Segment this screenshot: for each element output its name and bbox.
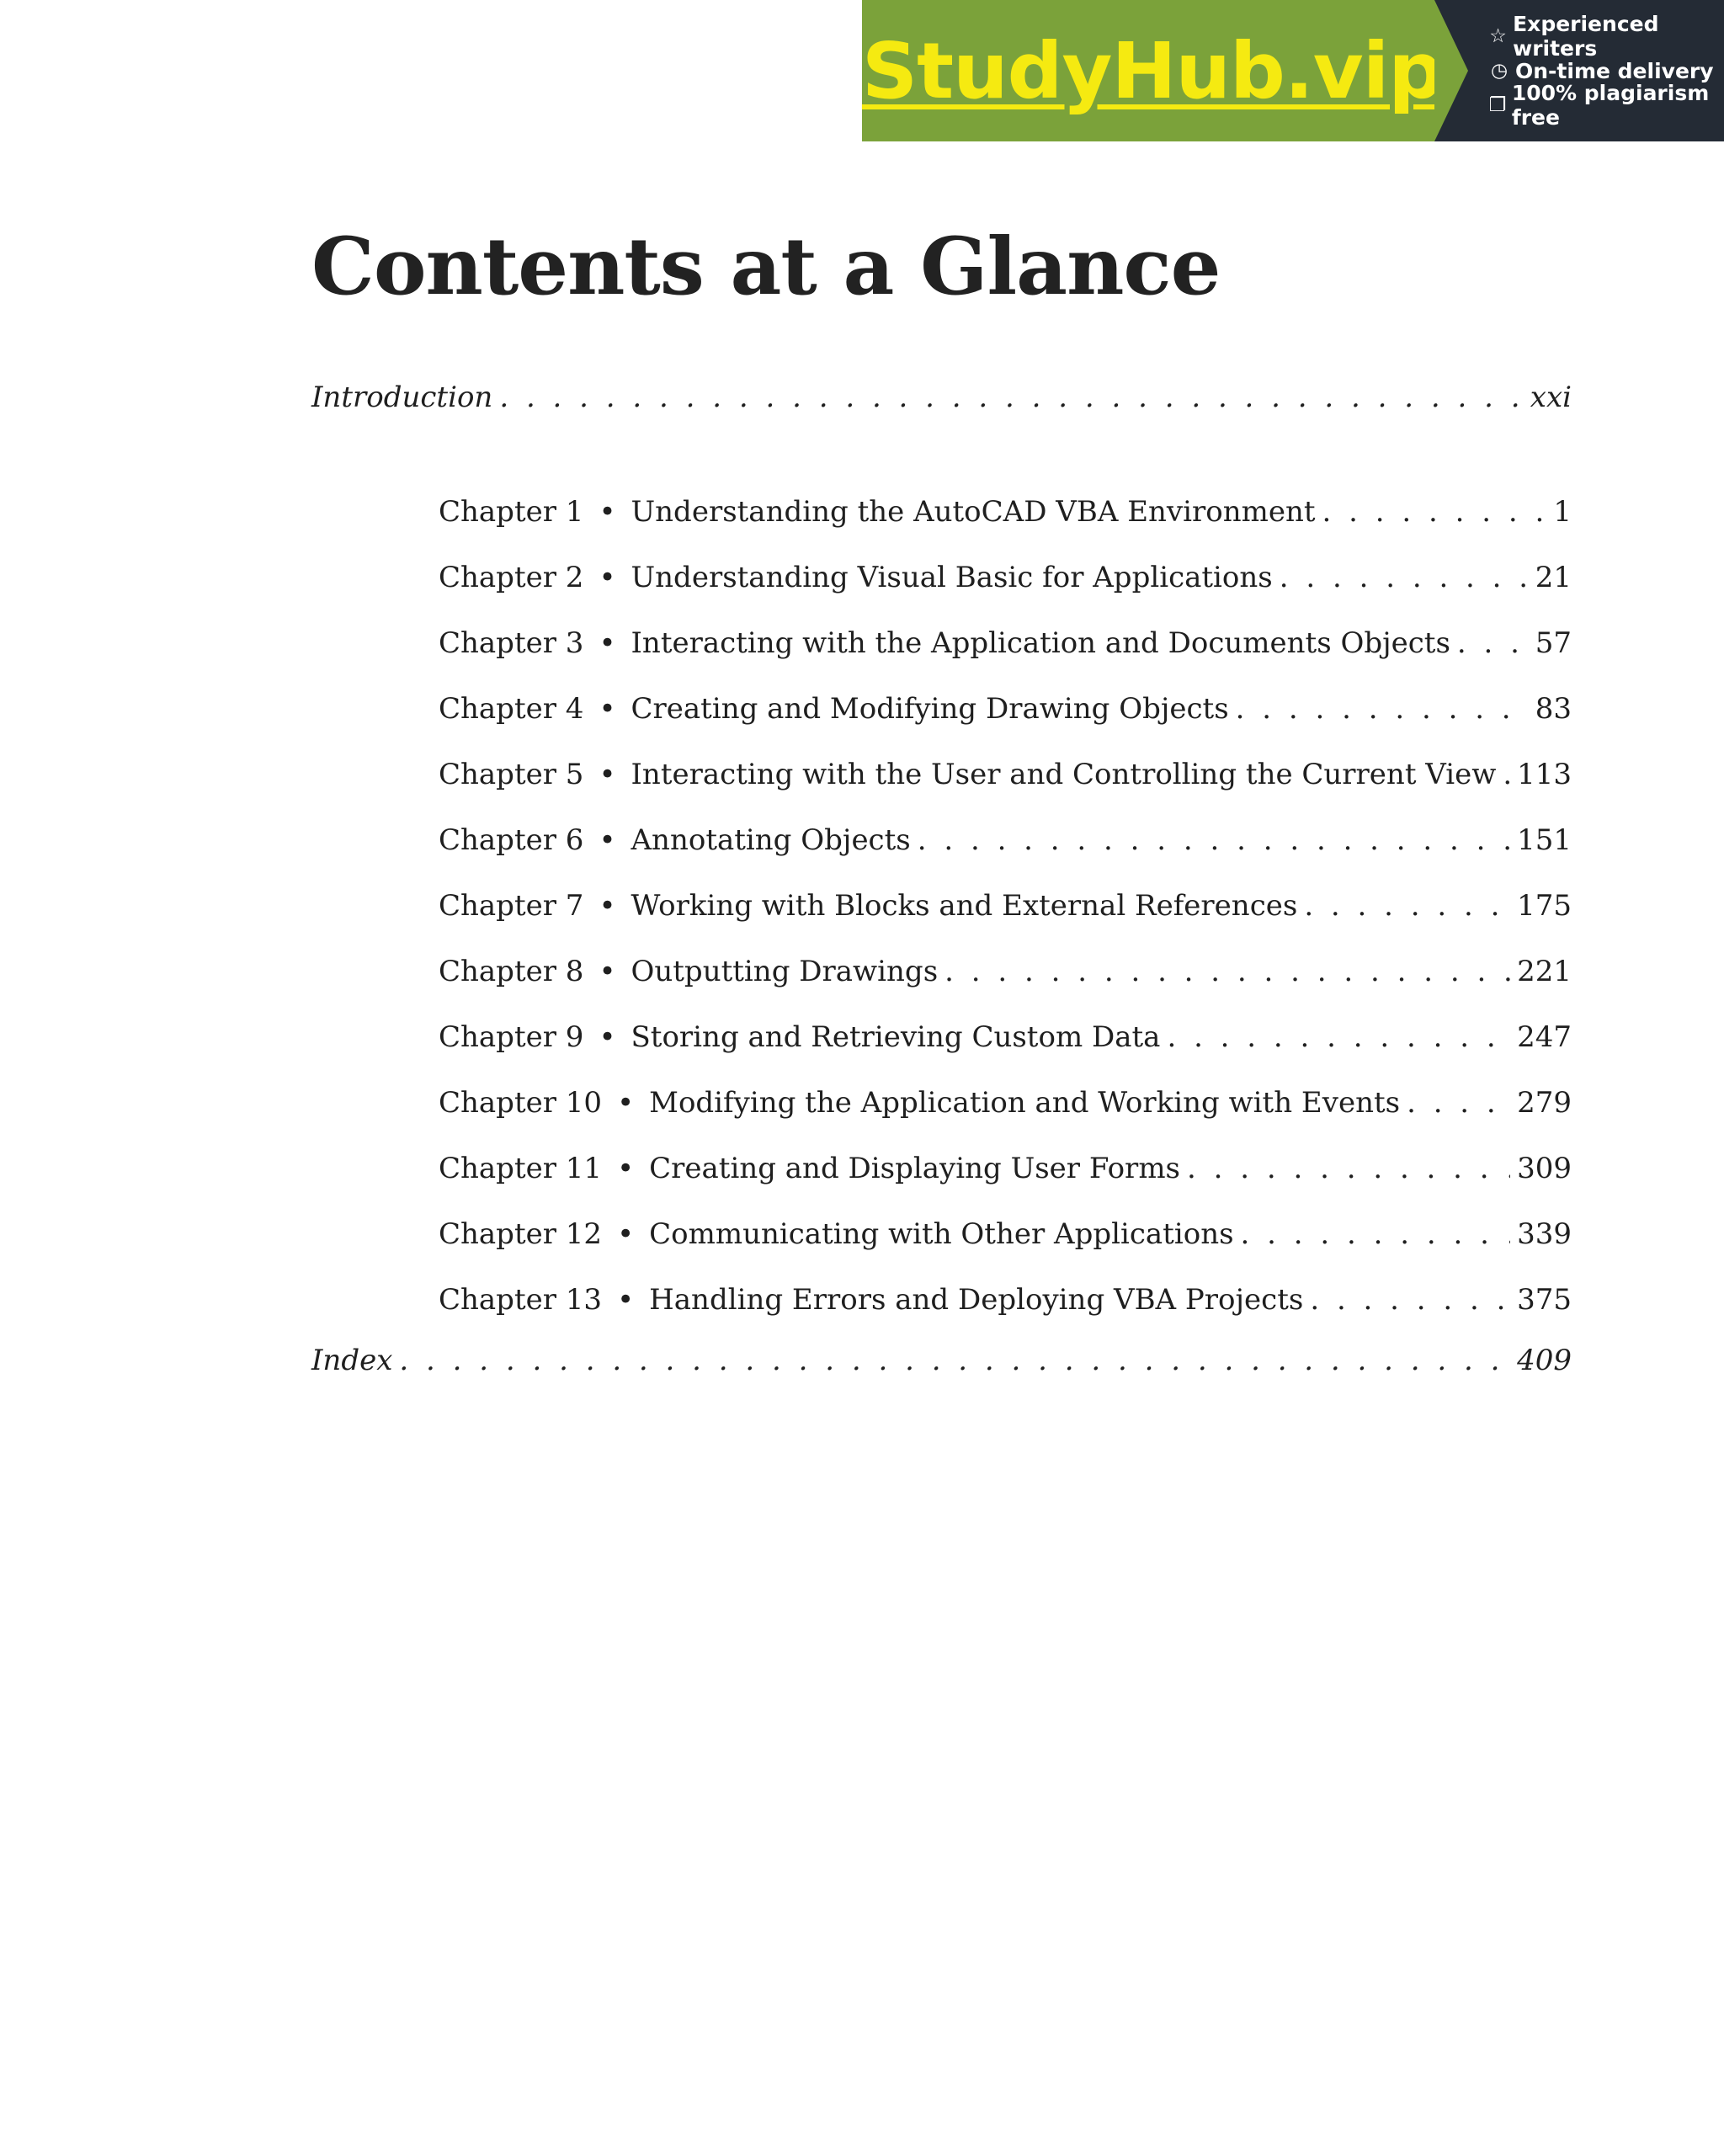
banner-feature-label: 100% plagiarism free [1511,81,1710,130]
toc-bullet: • [599,561,616,594]
toc-chapter-title: Modifying the Application and Working with Events [649,1086,1401,1120]
star-icon: ☆ [1489,25,1507,47]
toc-dot-leader [944,953,1510,990]
toc-bullet: • [599,758,616,791]
banner-features-panel [1434,0,1724,141]
toc-entry-chapter-7[interactable] [439,887,1572,924]
toc-page-number: 247 [1517,1020,1572,1054]
toc-dot-leader [1187,1150,1510,1187]
banner-feature-label: Experienced writers [1513,12,1659,61]
toc-entry-index[interactable] [311,1342,1572,1379]
toc-chapter-title: Interacting with the Application and Documents Objects [631,626,1450,660]
toc-chapter-label: Chapter 10 [439,1086,603,1120]
toc-bullet: • [599,495,616,529]
toc-chapter-label: Chapter 7 [439,889,584,923]
toc-dot-leader [1503,756,1510,793]
toc-chapter-label: Chapter 9 [439,1020,584,1054]
toc-entry-chapter-13[interactable] [439,1281,1572,1318]
toc-page-number: 375 [1517,1283,1572,1317]
toc-entry-chapter-12[interactable] [439,1216,1572,1253]
banner-feature-label: On-time delivery [1515,58,1714,83]
toc-entry-chapter-10[interactable] [439,1084,1572,1121]
toc-entry-label: Introduction [311,381,493,414]
toc-entry-label: Index [311,1344,393,1377]
toc-chapter-title: Handling Errors and Deploying VBA Projects [649,1283,1304,1317]
toc-chapter-title: Outputting Drawings [631,955,939,988]
toc-chapter-label: Chapter 1 [439,495,584,529]
page-title: Contents at a Glance [311,221,1221,313]
toc-chapter-label: Chapter 13 [439,1283,603,1317]
toc-dot-leader [1304,887,1510,924]
toc-bullet: • [599,823,616,857]
clock-icon: ◷ [1490,60,1508,82]
toc-bullet: • [617,1217,635,1251]
toc-bullet: • [599,889,616,923]
toc-entry-chapter-4[interactable] [439,690,1572,727]
toc-chapter-title: Understanding the AutoCAD VBA Environment [631,495,1316,529]
toc-dot-leader [499,379,1523,416]
toc-dot-leader [1280,559,1529,596]
toc-chapter-title: Annotating Objects [631,823,911,857]
toc-bullet: • [617,1283,635,1317]
banner-logo-panel [861,0,1444,141]
toc-page-number: 151 [1517,823,1572,857]
toc-chapter-label: Chapter 2 [439,561,584,594]
toc-page-number: 309 [1517,1152,1572,1185]
banner-arrow-shape [1434,0,1468,141]
toc-page-number: 113 [1517,758,1572,791]
toc-bullet: • [617,1086,635,1120]
toc-bullet: • [599,955,616,988]
toc-chapter-label: Chapter 5 [439,758,584,791]
toc-chapter-title: Creating and Displaying User Forms [649,1152,1181,1185]
toc-entry-chapter-6[interactable] [439,822,1572,859]
toc-dot-leader [1407,1084,1510,1121]
toc-chapter-label: Chapter 12 [439,1217,603,1251]
toc-entry-chapter-2[interactable] [439,559,1572,596]
studyhub-banner[interactable] [862,0,1724,141]
toc-dot-leader [1236,690,1529,727]
toc-dot-leader [1241,1216,1511,1253]
toc-bullet: • [599,692,616,726]
toc-dot-leader [1310,1281,1510,1318]
toc-entry-introduction[interactable] [311,379,1572,416]
toc-entry-chapter-11[interactable] [439,1150,1572,1187]
toc-entry-chapter-1[interactable] [439,493,1572,530]
toc-entry-chapter-3[interactable] [439,625,1572,662]
toc-entry-chapter-8[interactable] [439,953,1572,990]
toc-dot-leader [399,1342,1510,1379]
toc-dot-leader [1322,493,1547,530]
toc-bullet: • [599,626,616,660]
banner-feature-writers [1488,12,1724,61]
toc-page-number: xxi [1530,381,1572,414]
toc-page-number: 279 [1517,1086,1572,1120]
toc-page-number: 409 [1517,1344,1572,1377]
toc-chapter-title: Creating and Modifying Drawing Objects [631,692,1229,726]
toc-chapter-label: Chapter 11 [439,1152,603,1185]
studyhub-logo: StudyHub.vip [861,25,1444,116]
copy-icon: ❐ [1488,94,1507,116]
toc-dot-leader [918,822,1510,859]
toc-page-number: 83 [1535,692,1572,726]
toc-chapter-label: Chapter 3 [439,626,584,660]
toc-page-number: 339 [1517,1217,1572,1251]
toc-chapter-title: Understanding Visual Basic for Applications [631,561,1273,594]
toc-page-number: 21 [1535,561,1572,594]
toc-page-number: 175 [1517,889,1572,923]
toc-chapter-label: Chapter 6 [439,823,584,857]
toc-chapter-label: Chapter 4 [439,692,584,726]
toc-bullet: • [599,1020,616,1054]
toc-entry-chapter-9[interactable] [439,1019,1572,1056]
toc-entry-chapter-5[interactable] [439,756,1572,793]
toc-chapter-label: Chapter 8 [439,955,584,988]
toc-page-number: 57 [1535,626,1572,660]
toc-chapter-title: Storing and Retrieving Custom Data [631,1020,1161,1054]
toc-page-number: 221 [1517,955,1572,988]
toc-chapter-title: Interacting with the User and Controlling the Current View [631,758,1497,791]
toc-chapter-title: Communicating with Other Applications [649,1217,1234,1251]
toc-dot-leader [1457,625,1529,662]
banner-feature-plagiarism [1488,81,1724,130]
toc-chapter-title: Working with Blocks and External References [631,889,1298,923]
toc-bullet: • [617,1152,635,1185]
toc-dot-leader [1167,1019,1510,1056]
toc-page-number: 1 [1553,495,1572,529]
